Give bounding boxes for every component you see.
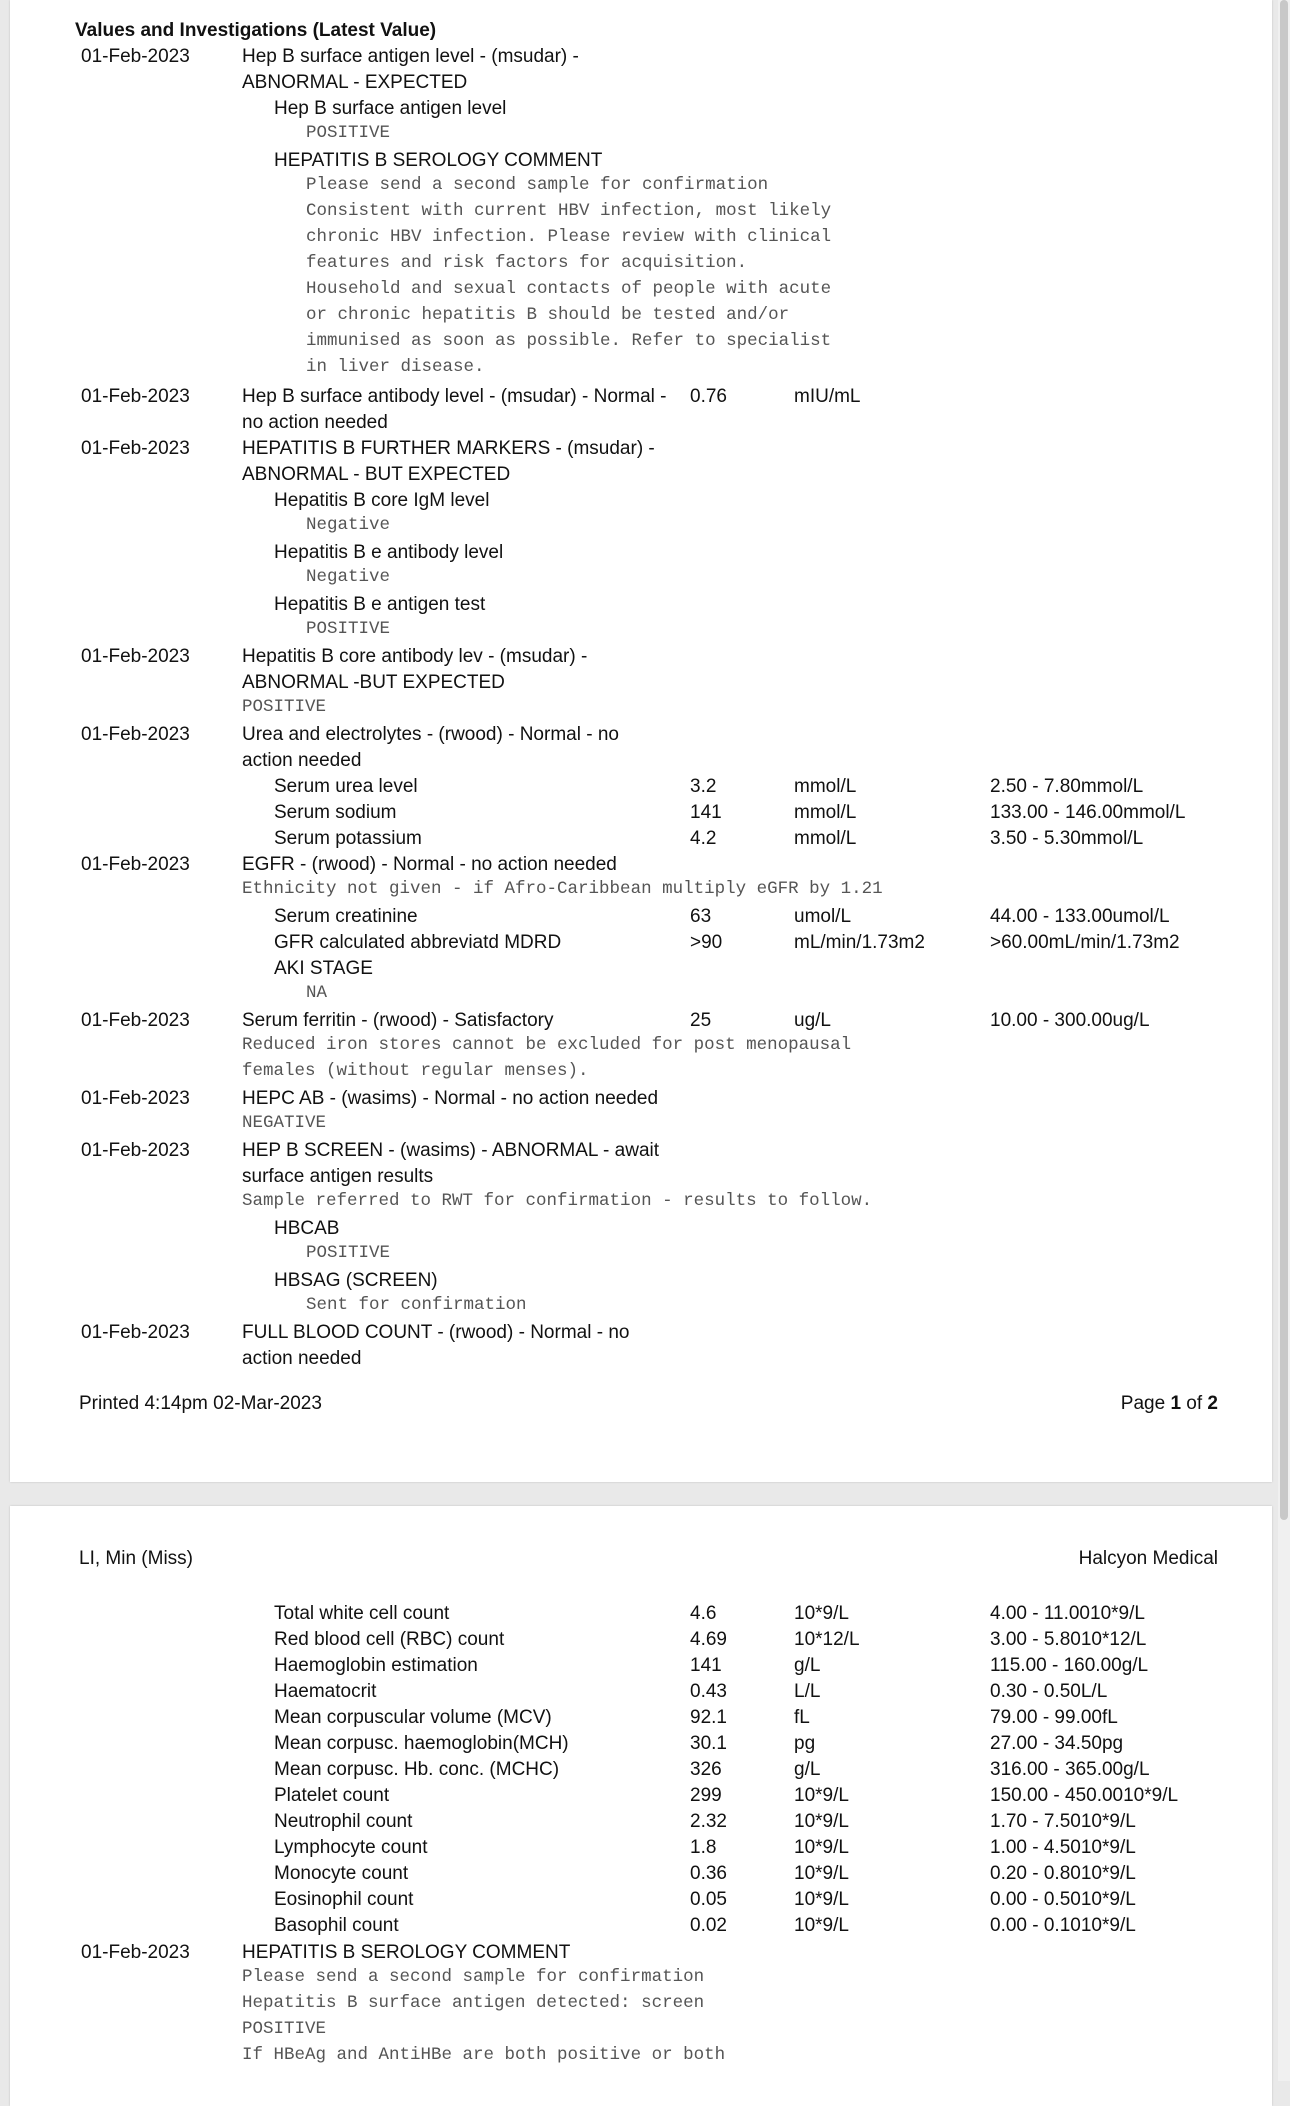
comment-line: Hepatitis B surface antigen detected: screen	[242, 1993, 705, 2013]
printed-timestamp: Printed 4:14pm 02-Mar-2023	[79, 1393, 322, 1414]
result-date: 01-Feb-2023	[81, 46, 190, 67]
test-range: 316.00 - 365.00g/L	[990, 1759, 1150, 1780]
sub-test-value: POSITIVE	[306, 619, 391, 639]
result-title: EGFR - (rwood) - Normal - no action needed	[242, 854, 617, 875]
result-date: 01-Feb-2023	[81, 1088, 190, 1109]
vertical-scrollbar[interactable]	[1278, 0, 1290, 2081]
result-note: Reduced iron stores cannot be excluded for post menopausal	[242, 1035, 852, 1055]
result-value: POSITIVE	[242, 697, 327, 717]
test-name: Red blood cell (RBC) count	[274, 1629, 505, 1650]
test-value: 0.36	[690, 1863, 727, 1884]
result-title: HEP B SCREEN - (wasims) - ABNORMAL - await	[242, 1140, 660, 1161]
comment-line: If HBeAg and AntiHBe are both positive or both	[242, 2045, 726, 2065]
test-range: 1.00 - 4.5010*9/L	[990, 1837, 1136, 1858]
test-range: 0.00 - 0.5010*9/L	[990, 1889, 1136, 1910]
test-value: 141	[690, 802, 722, 823]
sub-test-label: Hepatitis B e antigen test	[274, 594, 486, 615]
result-date: 01-Feb-2023	[81, 646, 190, 667]
sub-test-label: AKI STAGE	[274, 958, 373, 979]
result-value: 0.76	[690, 386, 727, 407]
sub-test-label: HBSAG (SCREEN)	[274, 1270, 438, 1291]
test-range: >60.00mL/min/1.73m2	[990, 932, 1180, 953]
result-date: 01-Feb-2023	[81, 1942, 190, 1963]
comment-line: Household and sexual contacts of people with acute	[306, 279, 832, 299]
practice-name: Halcyon Medical	[1078, 1548, 1218, 1569]
result-title: Hep B surface antibody level - (msudar) - Normal -	[242, 386, 667, 407]
test-range: 0.00 - 0.1010*9/L	[990, 1915, 1136, 1936]
test-name: Serum sodium	[274, 802, 397, 823]
test-range: 44.00 - 133.00umol/L	[990, 906, 1170, 927]
result-value: NEGATIVE	[242, 1113, 327, 1133]
test-unit: g/L	[794, 1655, 821, 1676]
test-name: Serum potassium	[274, 828, 422, 849]
test-unit: umol/L	[794, 906, 852, 927]
test-range: 1.70 - 7.5010*9/L	[990, 1811, 1136, 1832]
sub-test-value: Negative	[306, 567, 391, 587]
test-unit: g/L	[794, 1759, 821, 1780]
result-title: Hepatitis B core antibody lev - (msudar) -	[242, 646, 588, 667]
comment-line: Please send a second sample for confirmation	[242, 1967, 705, 1987]
comment-line: immunised as soon as possible. Refer to specialist	[306, 331, 832, 351]
test-range: 3.00 - 5.8010*12/L	[990, 1629, 1147, 1650]
test-unit: mmol/L	[794, 828, 857, 849]
result-unit: mIU/mL	[794, 386, 861, 407]
comment-line: POSITIVE	[242, 2019, 327, 2039]
test-name: Haemoglobin estimation	[274, 1655, 478, 1676]
section-heading: Values and Investigations (Latest Value)	[75, 20, 437, 41]
test-value: 299	[690, 1785, 722, 1806]
result-title: no action needed	[242, 412, 388, 433]
test-range: 2.50 - 7.80mmol/L	[990, 776, 1144, 797]
comment-line: Consistent with current HBV infection, most likely	[306, 201, 832, 221]
test-unit: pg	[794, 1733, 816, 1754]
result-date: 01-Feb-2023	[81, 438, 190, 459]
test-range: 133.00 - 146.00mmol/L	[990, 802, 1186, 823]
result-title: HEPC AB - (wasims) - Normal - no action needed	[242, 1088, 659, 1109]
test-name: Mean corpusc. Hb. conc. (MCHC)	[274, 1759, 560, 1780]
test-range: 0.20 - 0.8010*9/L	[990, 1863, 1136, 1884]
test-unit: 10*9/L	[794, 1863, 849, 1884]
result-title: Hep B surface antigen level - (msudar) -	[242, 46, 579, 67]
comment-line: in liver disease.	[306, 357, 485, 377]
test-value: 326	[690, 1759, 722, 1780]
test-unit: mmol/L	[794, 802, 857, 823]
patient-name: LI, Min (Miss)	[79, 1548, 193, 1569]
test-name: GFR calculated abbreviatd MDRD	[274, 932, 562, 953]
test-unit: 10*9/L	[794, 1811, 849, 1832]
sub-test-label: HEPATITIS B SEROLOGY COMMENT	[274, 150, 603, 171]
report-page-1	[10, 0, 1272, 1482]
result-title: ABNORMAL - EXPECTED	[242, 72, 468, 93]
test-name: Neutrophil count	[274, 1811, 413, 1832]
result-date: 01-Feb-2023	[81, 1010, 190, 1031]
test-name: Serum creatinine	[274, 906, 418, 927]
page-number-total: 2	[1207, 1393, 1218, 1414]
test-range: 27.00 - 34.50pg	[990, 1733, 1124, 1754]
test-name: Total white cell count	[274, 1603, 450, 1624]
result-note: females (without regular menses).	[242, 1061, 589, 1081]
result-title: Urea and electrolytes - (rwood) - Normal - no	[242, 724, 619, 745]
result-value: 25	[690, 1010, 712, 1031]
test-unit: 10*9/L	[794, 1915, 849, 1936]
test-value: 0.05	[690, 1889, 727, 1910]
test-value: 4.69	[690, 1629, 727, 1650]
result-title: Serum ferritin - (rwood) - Satisfactory	[242, 1010, 554, 1031]
test-range: 4.00 - 11.0010*9/L	[990, 1603, 1145, 1624]
test-name: Basophil count	[274, 1915, 399, 1936]
result-title: action needed	[242, 750, 362, 771]
sub-test-value: Negative	[306, 515, 391, 535]
page-number-prefix: Page	[1120, 1393, 1171, 1414]
test-value: 0.02	[690, 1915, 727, 1936]
result-title: ABNORMAL -BUT EXPECTED	[242, 672, 505, 693]
test-unit: 10*9/L	[794, 1837, 849, 1858]
result-title: FULL BLOOD COUNT - (rwood) - Normal - no	[242, 1322, 630, 1343]
test-unit: fL	[794, 1707, 810, 1728]
test-name: Monocyte count	[274, 1863, 409, 1884]
comment-line: Please send a second sample for confirmation	[306, 175, 769, 195]
test-range: 150.00 - 450.0010*9/L	[990, 1785, 1179, 1806]
test-range: 3.50 - 5.30mmol/L	[990, 828, 1144, 849]
test-unit: mmol/L	[794, 776, 857, 797]
result-title: surface antigen results	[242, 1166, 434, 1187]
page-number-current: 1	[1170, 1393, 1182, 1414]
test-value: >90	[690, 932, 723, 953]
test-unit: L/L	[794, 1681, 821, 1702]
comment-line: chronic HBV infection. Please review with clinical	[306, 227, 832, 247]
test-unit: 10*9/L	[794, 1889, 849, 1910]
test-range: 115.00 - 160.00g/L	[990, 1655, 1149, 1676]
sub-test-value: POSITIVE	[306, 123, 391, 143]
test-value: 63	[690, 906, 712, 927]
sub-test-label: HBCAB	[274, 1218, 340, 1239]
test-name: Platelet count	[274, 1785, 390, 1806]
result-date: 01-Feb-2023	[81, 386, 190, 407]
test-value: 2.32	[690, 1811, 727, 1832]
test-value: 1.8	[690, 1837, 717, 1858]
test-name: Lymphocyte count	[274, 1837, 428, 1858]
scrollbar-thumb[interactable]	[1280, 0, 1288, 1520]
test-name: Mean corpuscular volume (MCV)	[274, 1707, 552, 1728]
test-unit: 10*9/L	[794, 1603, 849, 1624]
page-number	[1121, 1391, 1218, 1417]
sub-test-label: Hepatitis B e antibody level	[274, 542, 504, 563]
test-value: 141	[690, 1655, 722, 1676]
test-value: 30.1	[690, 1733, 727, 1754]
sub-test-value: NA	[306, 983, 328, 1003]
test-name: Serum urea level	[274, 776, 418, 797]
result-date: 01-Feb-2023	[81, 724, 190, 745]
sub-test-label: Hep B surface antigen level	[274, 98, 507, 119]
test-value: 4.6	[690, 1603, 717, 1624]
report-page-2	[10, 1506, 1272, 2106]
test-value: 0.43	[690, 1681, 727, 1702]
result-title: HEPATITIS B FURTHER MARKERS - (msudar) -	[242, 438, 655, 459]
result-date: 01-Feb-2023	[81, 1322, 190, 1343]
comment-line: features and risk factors for acquisition.	[306, 253, 748, 273]
result-date: 01-Feb-2023	[81, 1140, 190, 1161]
page-number-separator: of	[1181, 1393, 1208, 1414]
result-title: ABNORMAL - BUT EXPECTED	[242, 464, 511, 485]
sub-test-label: Hepatitis B core IgM level	[274, 490, 490, 511]
sub-test-value: Sent for confirmation	[306, 1295, 527, 1315]
result-title: action needed	[242, 1348, 362, 1369]
test-name: Eosinophil count	[274, 1889, 414, 1910]
result-note: Sample referred to RWT for confirmation - results to follow.	[242, 1191, 873, 1211]
result-note: Ethnicity not given - if Afro-Caribbean multiply eGFR by 1.21	[242, 879, 883, 899]
test-name: Mean corpusc. haemoglobin(MCH)	[274, 1733, 569, 1754]
sub-test-value: POSITIVE	[306, 1243, 391, 1263]
result-date: 01-Feb-2023	[81, 854, 190, 875]
test-range: 79.00 - 99.00fL	[990, 1707, 1118, 1728]
test-value: 3.2	[690, 776, 717, 797]
result-title: HEPATITIS B SEROLOGY COMMENT	[242, 1942, 571, 1963]
test-value: 4.2	[690, 828, 717, 849]
result-range: 10.00 - 300.00ug/L	[990, 1010, 1150, 1031]
test-name: Haematocrit	[274, 1681, 377, 1702]
test-unit: mL/min/1.73m2	[794, 932, 925, 953]
test-unit: 10*9/L	[794, 1785, 849, 1806]
test-value: 92.1	[690, 1707, 727, 1728]
test-range: 0.30 - 0.50L/L	[990, 1681, 1108, 1702]
result-unit: ug/L	[794, 1010, 831, 1031]
test-unit: 10*12/L	[794, 1629, 860, 1650]
comment-line: or chronic hepatitis B should be tested and/or	[306, 305, 790, 325]
